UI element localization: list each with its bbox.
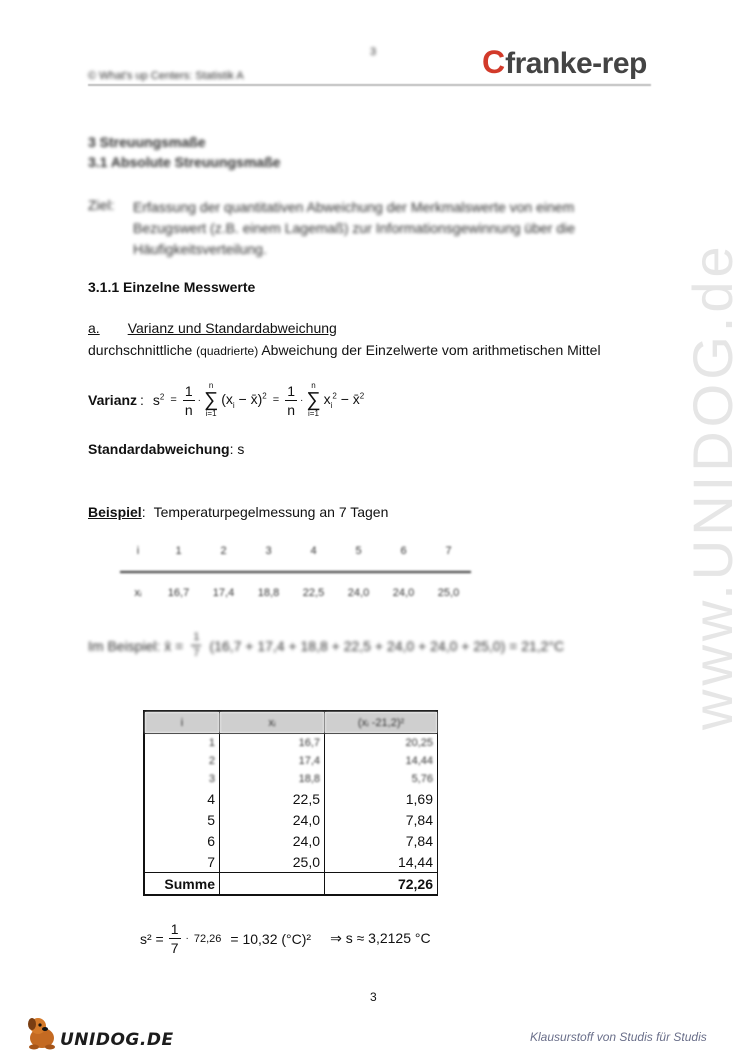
table-cell: 17,4 [212,587,235,599]
table-cell: 17,4 [220,752,325,770]
sum-icon: n ∑ i=1 [203,381,219,418]
table-cell: 24,0 [220,830,325,851]
table-cell: xᵢ [134,587,142,599]
table-header-cell: 6 [381,545,426,572]
table-cell: 22,5 [302,587,325,599]
table-header-row [144,711,438,734]
table-header-cell: 2 [201,545,246,572]
table-row [144,851,438,873]
measurement-table [120,545,471,599]
goal-text [133,197,633,260]
table-cell: 25,0 [437,587,460,599]
item-heading: a. Varianz und Standardabweichung [88,320,337,336]
sum-value: 72,26 [325,873,438,896]
sum-row [144,873,438,896]
page-number: 3 [370,990,377,1004]
table-cell: 24,0 [220,809,325,830]
goal-label: Ziel: [88,197,115,213]
subsection-title: 3.1.1 Einzelne Messwerte [88,279,256,295]
table-cell: 7,84 [325,830,438,851]
goal-line: Häufigkeitsverteilung. [133,241,267,257]
table-header-cell: 3 [246,545,291,572]
table-cell: 2 [144,752,220,770]
table-row [120,545,471,572]
table-row [144,788,438,809]
table-header-cell: i [144,711,220,734]
table-cell: 18,8 [220,770,325,788]
table-row [120,572,471,599]
table-cell: 16,7 [167,587,190,599]
fraction-1-n: $\frac{1}{n}$ [287,382,295,418]
example-line: Beispiel: Temperaturpegelmessung an 7 Tagen [88,504,389,520]
table-row [144,770,438,788]
sum-label: Summe [144,873,220,896]
table-row [144,752,438,770]
section-subtitle: 3.1 Absolute Streuungsmaße [88,154,281,170]
unidog-logo: UNIDOG.DE [24,1016,174,1050]
goal-line: Erfassung der quantitativen Abweichung der Merkmalswerte von einem [133,199,575,215]
table-header-cell: 1 [156,545,201,572]
table-cell [220,873,325,896]
table-cell: 22,5 [220,788,325,809]
table-cell: 25,0 [220,851,325,873]
table-cell: 1 [144,734,220,753]
logo-c-icon: C [482,44,506,80]
table-cell: 4 [144,788,220,809]
header-divider [88,84,651,86]
fraction-1-n: $\frac{1}{n}$ [184,382,193,418]
result-table [143,710,438,896]
table-cell: 14,44 [325,851,438,873]
sum-icon: n ∑ i=1 [306,381,321,418]
watermark: www.UNIDOG.de [681,242,744,730]
footer-tagline: Klausurstoff von Studis für Studis [530,1030,707,1044]
table-cell: 14,44 [325,752,438,770]
table-row [144,830,438,851]
dog-icon [24,1016,60,1050]
variance-formula: Varianz : $s^2$ = $\frac{1}{n}$ · n ∑ i=1 ($x_i$ − x̄)$^2$ = $\frac{1}{n}$ · n ∑ i=1 $x_i^2$ − x̄$^2$ [88,381,365,418]
item-description: durchschnittliche (quadrierte) Abweichung der Einzelwerte vom arithmetischen Mittel [88,342,601,358]
table-cell: 24,0 [347,587,370,599]
table-row [144,809,438,830]
table-cell: 3 [144,770,220,788]
table-cell: 6 [144,830,220,851]
table-header-cell: 4 [291,545,336,572]
table-cell: 24,0 [392,587,415,599]
table-cell: 20,25 [325,734,438,753]
table-cell: 7,84 [325,809,438,830]
table-header-cell: 7 [426,545,471,572]
std-deviation-line: Standardabweichung: s [88,441,245,457]
variance-label: Varianz [88,392,138,408]
table-header-cell: 5 [336,545,381,572]
table-header-cell: i [120,545,156,572]
table-cell: 16,7 [220,734,325,753]
table-cell: 1,69 [325,788,438,809]
table-cell: 7 [144,851,220,873]
table-cell: 5 [144,809,220,830]
franke-rep-logo: Cfranke-rep [482,44,647,80]
section-title: 3 Streuungsmaße [88,134,206,150]
table-cell: 18,8 [257,587,280,599]
page-number-top: 3 [370,46,377,58]
goal-line: Bezugswert (z.B. einem Lagemaß) zur Informationsgewinnung über die [133,220,575,236]
table-header-cell: xᵢ [220,711,325,734]
header-source: © What's up Centers: Statistik A [88,70,244,82]
table-cell: 5,76 [325,770,438,788]
mean-line: Im Beispiel: x̄ = $\frac{1}{7}$ (16,7 + 17,4 + 18,8 + 22,5 + 24,0 + 24,0 + 25,0) = 21,2°C [88,631,565,659]
fraction-1-7: $\frac{1}{7}$ [170,921,179,956]
result-formula: s² = $\frac{1}{7}$ · 72,26 = 10,32 (°C)² ⇒ s ≈ 3,2125 °C [140,921,431,956]
table-row [144,734,438,753]
table-header-cell: (xᵢ -21,2)² [325,711,438,734]
